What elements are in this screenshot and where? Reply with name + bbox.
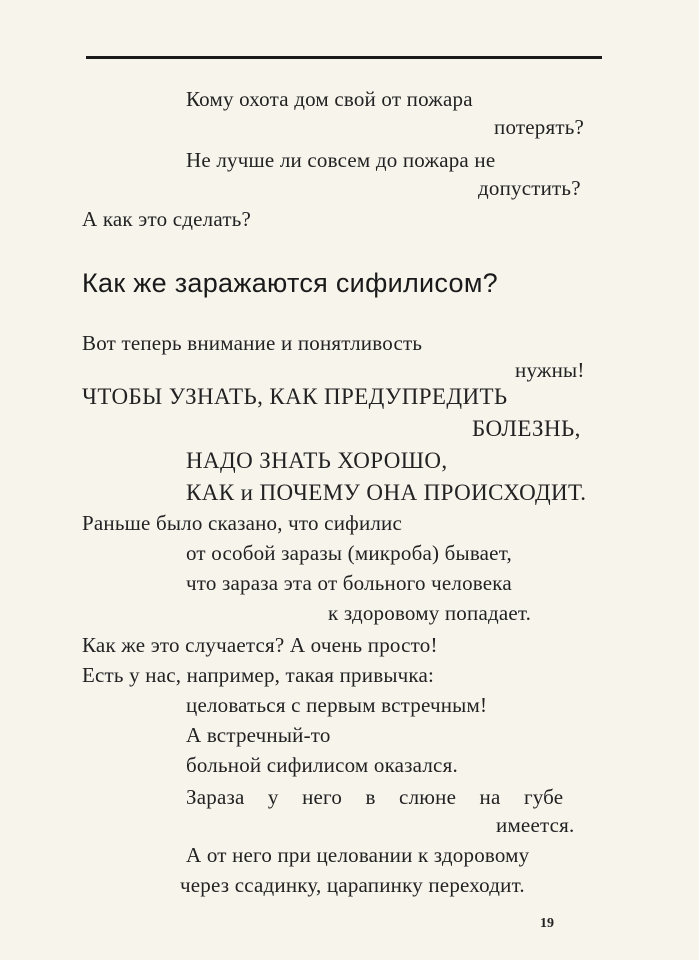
body-line-19: через ссадинку, царапинку переходит. [180,873,525,897]
body-line-6: КАК и ПОЧЕМУ ОНА ПРОИСХОДИТ. [186,480,587,505]
body-line-8: от особой заразы (микроба) бывает, [186,541,512,565]
body-line-11: Как же это случается? А очень просто! [82,633,438,657]
poem-line-1: Кому охота дом свой от пожара [186,87,473,111]
body-line-3: ЧТОБЫ УЗНАТЬ, КАК ПРЕДУПРЕДИТЬ [82,384,508,409]
body-line-1: Вот теперь внимание и понятливость [82,331,423,355]
body-line-4: БОЛЕЗНЬ, [472,416,581,441]
body-line-2: нужны! [515,358,585,382]
body-line-15: больной сифилисом оказался. [186,753,458,777]
poem-line-5: А как это сделать? [82,207,251,231]
body-line-16: Зараза у него в слюне на губе [186,785,564,809]
body-line-12: Есть у нас, например, такая привычка: [82,663,435,687]
poem-line-4: допустить? [478,176,581,200]
body-line-14: А встречный-то [186,723,331,747]
body-line-5: НАДО ЗНАТЬ ХОРОШО, [186,448,448,473]
body-line-9: что зараза эта от больного человека [186,571,512,595]
body-line-17: имеется. [496,813,575,837]
poem-line-2: потерять? [494,115,584,139]
body-line-10: к здоровому попадает. [328,601,532,625]
body-line-7: Раньше было сказано, что сифилис [82,511,403,535]
poem-line-3: Не лучше ли совсем до пожара не [186,148,496,172]
body-line-13: целоваться с первым встречным! [186,693,488,717]
page-number: 19 [540,916,554,931]
body-line-18: А от него при целовании к здоровому [186,843,530,867]
section-heading: Как же заражаются сифилисом? [82,268,498,298]
top-rule [86,56,602,59]
